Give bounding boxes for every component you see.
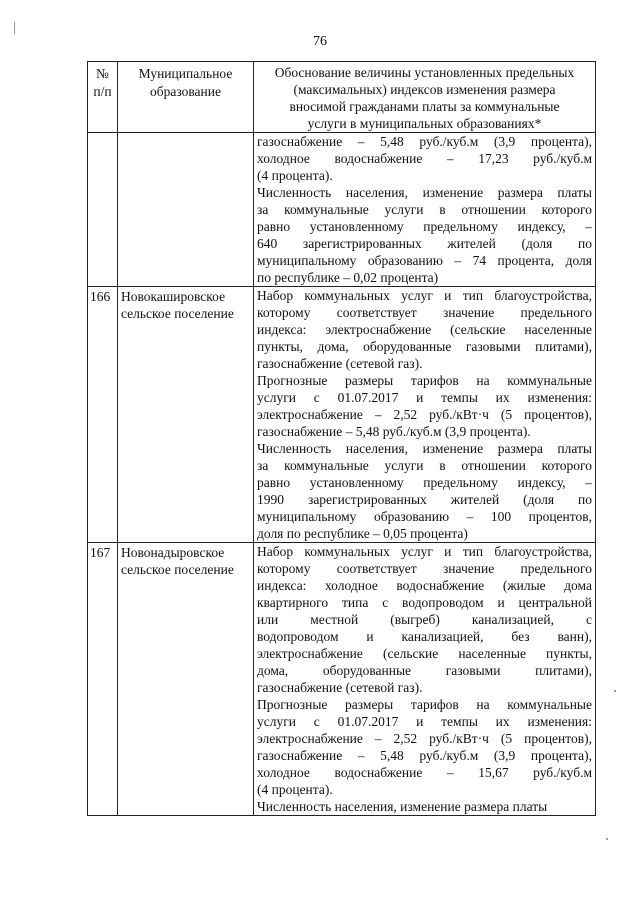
text-line: или местной (выгреб) канализацией, с	[257, 612, 592, 627]
justification-paragraph	[257, 184, 592, 286]
header-justification	[254, 62, 596, 133]
justification-paragraph	[257, 543, 592, 696]
text-line: холодное водоснабжение – 17,23 руб./куб.м	[257, 151, 592, 166]
text-line: услуги с 01.07.2017 и темпы их изменения:	[257, 390, 592, 405]
justification-paragraph	[257, 372, 592, 440]
municipality-cell	[118, 543, 254, 816]
justification-cell	[254, 287, 596, 543]
text-line: индекса: холодное водоснабжение (жилые дома	[257, 578, 592, 593]
text-line: 640 зарегистрированных жителей (доля по	[257, 236, 592, 251]
text-line: которому соответствует значение предельного	[257, 561, 592, 576]
table-row	[88, 287, 596, 543]
tariff-index-table	[87, 61, 596, 816]
text-line: муниципальному образованию – 100 процентов,	[257, 509, 592, 524]
header-number-line: №	[96, 66, 109, 81]
text-line: газоснабжение – 5,48 руб./куб.м (3,9 процента).	[257, 424, 531, 439]
table-row	[88, 543, 596, 816]
text-line: Численность населения, изменение размера платы	[257, 799, 548, 814]
text-line: Численность населения, изменение размера платы	[257, 441, 592, 456]
text-line: (4 процента).	[257, 168, 333, 183]
page-number: 76	[313, 34, 327, 49]
text-line: Набор коммунальных услуг и тип благоустройства,	[257, 544, 592, 559]
table-header-row	[88, 62, 596, 133]
row-number	[88, 133, 118, 287]
header-justification-line: (максимальных) индексов изменения размера	[293, 82, 556, 97]
header-number	[88, 62, 118, 133]
header-justification-line: Обоснование величины установленных предельных	[274, 65, 575, 80]
text-line: муниципальному образованию – 74 процента, доля	[257, 253, 592, 268]
header-justification-line: вносимой гражданами платы за коммунальные	[289, 99, 560, 114]
text-line: индекса: электроснабжение (сельские населенные	[257, 322, 592, 337]
text-line: равно установленному предельному индексу, –	[257, 219, 592, 234]
justification-paragraph	[257, 133, 592, 184]
text-line: газоснабжение (сетевой газ).	[257, 356, 423, 371]
justification-cell	[254, 133, 596, 287]
municipality-cell	[118, 133, 254, 287]
text-line: по республике – 0,02 процента)	[257, 270, 439, 285]
text-line: холодное водоснабжение – 15,67 руб./куб.м	[257, 765, 592, 780]
scan-margin-mark	[14, 22, 15, 34]
text-line: дома, оборудованные газовыми плитами),	[257, 663, 592, 678]
justification-cell	[254, 543, 596, 816]
justification-paragraph	[257, 696, 592, 798]
text-line: водопроводом и канализацией, без ванн),	[257, 629, 592, 644]
header-municipality-line: Муниципальное	[138, 66, 233, 81]
justification-paragraph	[257, 287, 592, 372]
text-line: за коммунальные услуги в отношении которого	[257, 458, 592, 473]
municipality-name-line: сельское поселение	[121, 562, 234, 577]
municipality-name-line: Новокашировское	[121, 289, 226, 304]
text-line: газоснабжение – 5,48 руб./куб.м (3,9 процента),	[257, 748, 592, 763]
text-line: (4 процента).	[257, 782, 333, 797]
text-line: за коммунальные услуги в отношении которого	[257, 202, 592, 217]
text-line: равно установленному предельному индексу, –	[257, 475, 592, 490]
text-line: квартирного типа с водопроводом и центральной	[257, 595, 592, 610]
header-municipality	[118, 62, 254, 133]
text-line: Прогнозные размеры тарифов на коммунальные	[257, 697, 592, 712]
text-line: Прогнозные размеры тарифов на коммунальные	[257, 373, 592, 388]
justification-paragraph	[257, 798, 592, 815]
justification-paragraph	[257, 440, 592, 542]
text-line: доля по республике – 0,05 процента)	[257, 526, 468, 541]
text-line: электроснабжение – 2,52 руб./кВт·ч (5 процентов),	[257, 407, 592, 422]
municipality-name-line: Новонадыровское	[121, 545, 225, 560]
text-line: которому соответствует значение предельного	[257, 305, 592, 320]
text-line: электроснабжение (сельские населенные пункты,	[257, 646, 592, 661]
text-line: услуги с 01.07.2017 и темпы их изменения:	[257, 714, 592, 729]
text-line: газоснабжение – 5,48 руб./куб.м (3,9 процента),	[257, 134, 592, 149]
text-line: Набор коммунальных услуг и тип благоустройства,	[257, 288, 592, 303]
table-row	[88, 133, 596, 287]
text-line: 1990 зарегистрированных жителей (доля по	[257, 492, 592, 507]
text-line: пункты, дома, оборудованные газовыми плитами),	[257, 339, 592, 354]
municipality-name-line: сельское поселение	[121, 306, 234, 321]
header-justification-line: услуги в муниципальных образованиях*	[307, 116, 542, 131]
text-line: газоснабжение (сетевой газ).	[257, 680, 423, 695]
scan-speck	[606, 838, 608, 840]
row-number: 167	[88, 543, 118, 816]
text-line: Численность населения, изменение размера платы	[257, 185, 592, 200]
row-number: 166	[88, 287, 118, 543]
scan-speck	[614, 690, 616, 692]
text-line: электроснабжение – 2,52 руб./кВт·ч (5 процентов),	[257, 731, 592, 746]
header-municipality-line: образование	[150, 84, 221, 99]
municipality-cell	[118, 287, 254, 543]
header-number-line: п/п	[93, 84, 112, 99]
